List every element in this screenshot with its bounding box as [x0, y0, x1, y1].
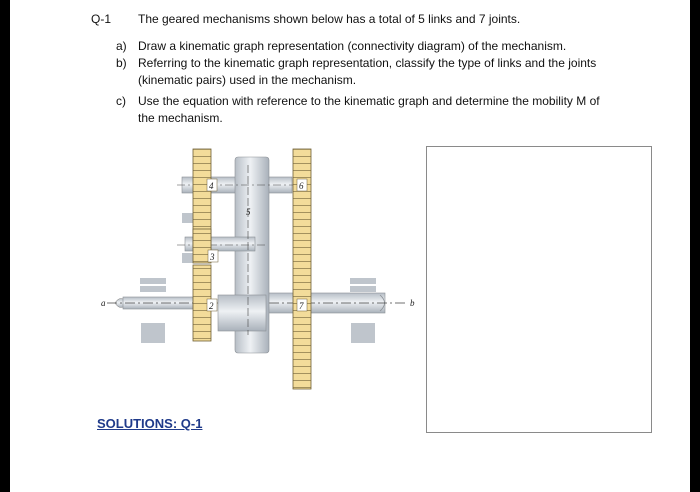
- part-c-text: Use the equation with reference to the kinematic graph and determine the mobility M of the mechanism.: [138, 94, 600, 125]
- label-gear-4: 4: [209, 181, 214, 191]
- label-gear-3: 3: [210, 252, 215, 262]
- part-a-text: Draw a kinematic graph representation (connectivity diagram) of the mechanism.: [138, 39, 567, 53]
- question-text: The geared mechanisms shown below has a total of 5 links and 7 joints.: [138, 12, 521, 26]
- gear-mechanism-figure: [85, 135, 425, 400]
- question-number: Q-1: [91, 12, 112, 26]
- part-c-label: c): [116, 94, 126, 108]
- part-b-text: Referring to the kinematic graph representation, classify the type of links and the joints (kinematic pairs) used in the mechanism.: [138, 56, 597, 87]
- part-b-label: b): [116, 56, 127, 70]
- question-page: [10, 0, 690, 492]
- label-gear-2: 2: [209, 301, 214, 311]
- label-shaft-a: a: [101, 298, 106, 308]
- part-a-label: a): [116, 39, 127, 53]
- label-shaft-b: b: [410, 298, 415, 308]
- label-gear-7: 7: [299, 301, 304, 311]
- solutions-heading: SOLUTIONS: Q-1: [97, 416, 203, 431]
- label-gear-6: 6: [299, 181, 304, 191]
- label-arm-5: 5: [246, 207, 251, 217]
- answer-box: [426, 146, 652, 433]
